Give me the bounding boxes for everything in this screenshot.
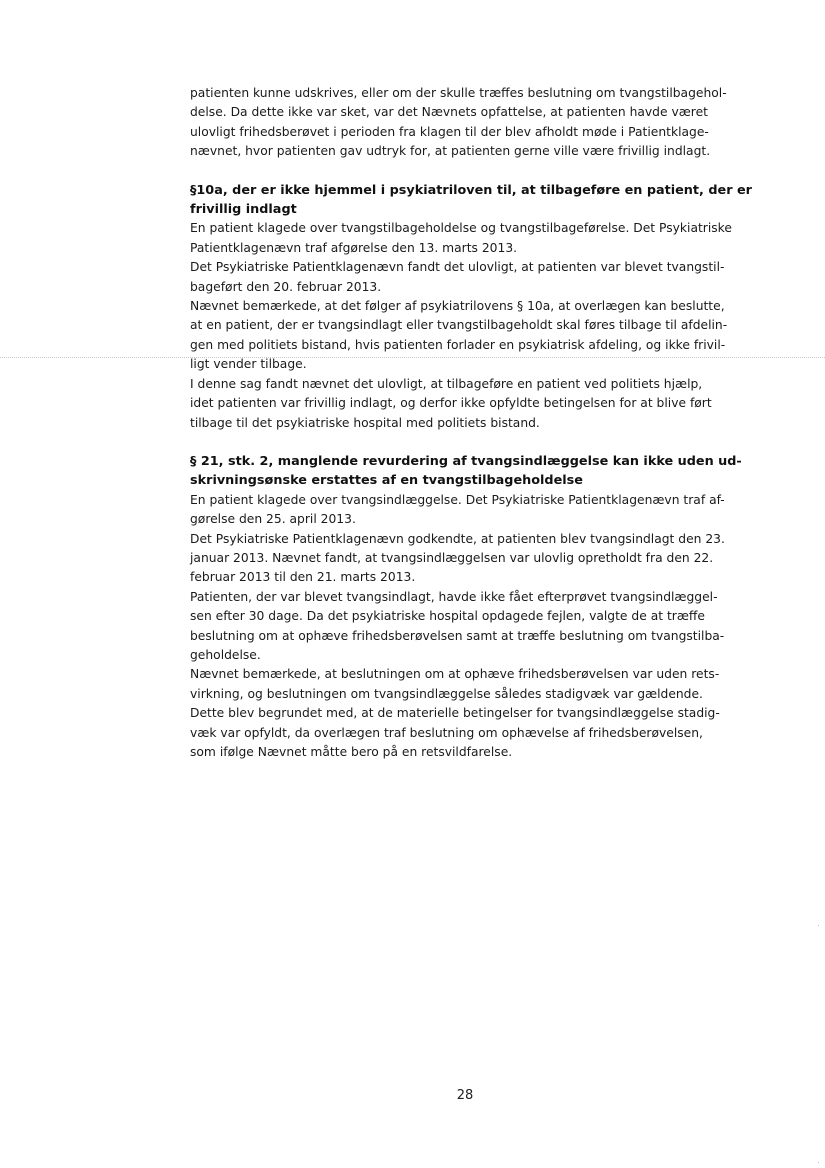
section-heading-21: [190, 452, 750, 491]
heading-line: §10a, der er ikke hjemmel i psykiatriloven til, at tilbageføre en patient, der er: [190, 182, 752, 198]
text-line: som ifølge Nævnet måtte bero på en retsvildfarelse.: [190, 745, 513, 759]
text-line: Patienten, der var blevet tvangsindlagt, havde ikke fået efterprøvet tvangsindlæggel-: [190, 589, 718, 604]
text-line: gørelse den 25. april 2013.: [190, 512, 356, 527]
document-body: [190, 84, 750, 762]
text-line: ulovligt frihedsberøvet i perioden fra klagen til der blev afholdt møde i Patientklage-: [190, 124, 709, 139]
text-line: januar 2013. Nævnet fandt, at tvangsindlæggelsen var ulovlig opretholdt fra den 22.: [190, 550, 714, 565]
heading-line: frivillig indlagt: [190, 202, 297, 218]
section-spacer: [190, 433, 750, 452]
text-line: delse. Da dette ikke var sket, var det Nævnets opfattelse, at patienten havde været: [190, 105, 708, 120]
text-line: gen med politiets bistand, hvis patienten forlader en psykiatrisk afdeling, og ikke frivil-: [190, 337, 726, 352]
text-line: tilbage til det psykiatriske hospital med politiets bistand.: [190, 415, 540, 430]
text-line: Nævnet bemærkede, at beslutningen om at ophæve frihedsberøvelsen var uden rets-: [190, 667, 720, 682]
text-line: Det Psykiatriske Patientklagenævn fandt det ulovligt, at patienten var blevet tvangstil-: [190, 260, 725, 275]
text-line: En patient klagede over tvangsindlæggelse. Det Psykiatriske Patientklagenævn traf af-: [190, 492, 725, 507]
scan-artifact: [818, 925, 819, 926]
text-line: februar 2013 til den 21. marts 2013.: [190, 570, 416, 585]
text-line: væk var opfyldt, da overlægen traf beslutning om ophævelse af frihedsberøvelsen,: [190, 725, 703, 740]
section-heading-10a: [190, 181, 750, 220]
text-line: ligt vender tilbage.: [190, 357, 307, 372]
text-line: Nævnet bemærkede, at det følger af psykiatrilovens § 10a, at overlægen kan beslutte,: [190, 299, 725, 314]
page-number: 28: [456, 1088, 474, 1103]
heading-line: § 21, stk. 2, manglende revurdering af tvangsindlæggelse kan ikke uden ud-: [190, 453, 742, 469]
section-10a-body: [190, 219, 750, 432]
section-21-body: [190, 491, 750, 763]
text-line: En patient klagede over tvangstilbageholdelse og tvangstilbageførelse. Det Psykiatriske: [190, 221, 732, 236]
text-line: patienten kunne udskrives, eller om der skulle træffes beslutning om tvangstilbagehol-: [190, 86, 727, 100]
text-line: geholdelse.: [190, 647, 261, 662]
text-line: virkning, og beslutningen om tvangsindlæggelse således stadigvæk var gældende.: [190, 686, 703, 701]
text-line: nævnet, hvor patienten gav udtryk for, at patienten gerne ville være frivillig indlagt.: [190, 144, 711, 159]
text-line: at en patient, der er tvangsindlagt eller tvangstilbageholdt skal føres tilbage til afdelin-: [190, 318, 728, 333]
text-line: Patientklagenævn traf afgørelse den 13. marts 2013.: [190, 240, 518, 255]
text-line: Det Psykiatriske Patientklagenævn godkendte, at patienten blev tvangsindlagt den 23.: [190, 531, 725, 546]
text-line: I denne sag fandt nævnet det ulovligt, at tilbageføre en patient ved politiets hjælp,: [190, 376, 703, 391]
section-spacer: [190, 162, 750, 181]
text-line: idet patienten var frivillig indlagt, og derfor ikke opfyldte betingelsen for at blive ført: [190, 396, 712, 411]
text-line: beslutning om at ophæve frihedsberøvelsen samt at træffe beslutning om tvangstilba-: [190, 628, 725, 643]
intro-paragraph: [190, 84, 750, 162]
text-line: bageført den 20. februar 2013.: [190, 279, 382, 294]
text-line: Dette blev begrundet med, at de materielle betingelser for tvangsindlæggelse stadig-: [190, 706, 720, 721]
scan-artifact: [818, 1162, 819, 1163]
heading-line: skrivningsønske erstattes af en tvangstilbageholdelse: [190, 473, 583, 489]
text-line: sen efter 30 dage. Da det psykiatriske hospital opdagede fejlen, valgte de at træffe: [190, 609, 705, 624]
